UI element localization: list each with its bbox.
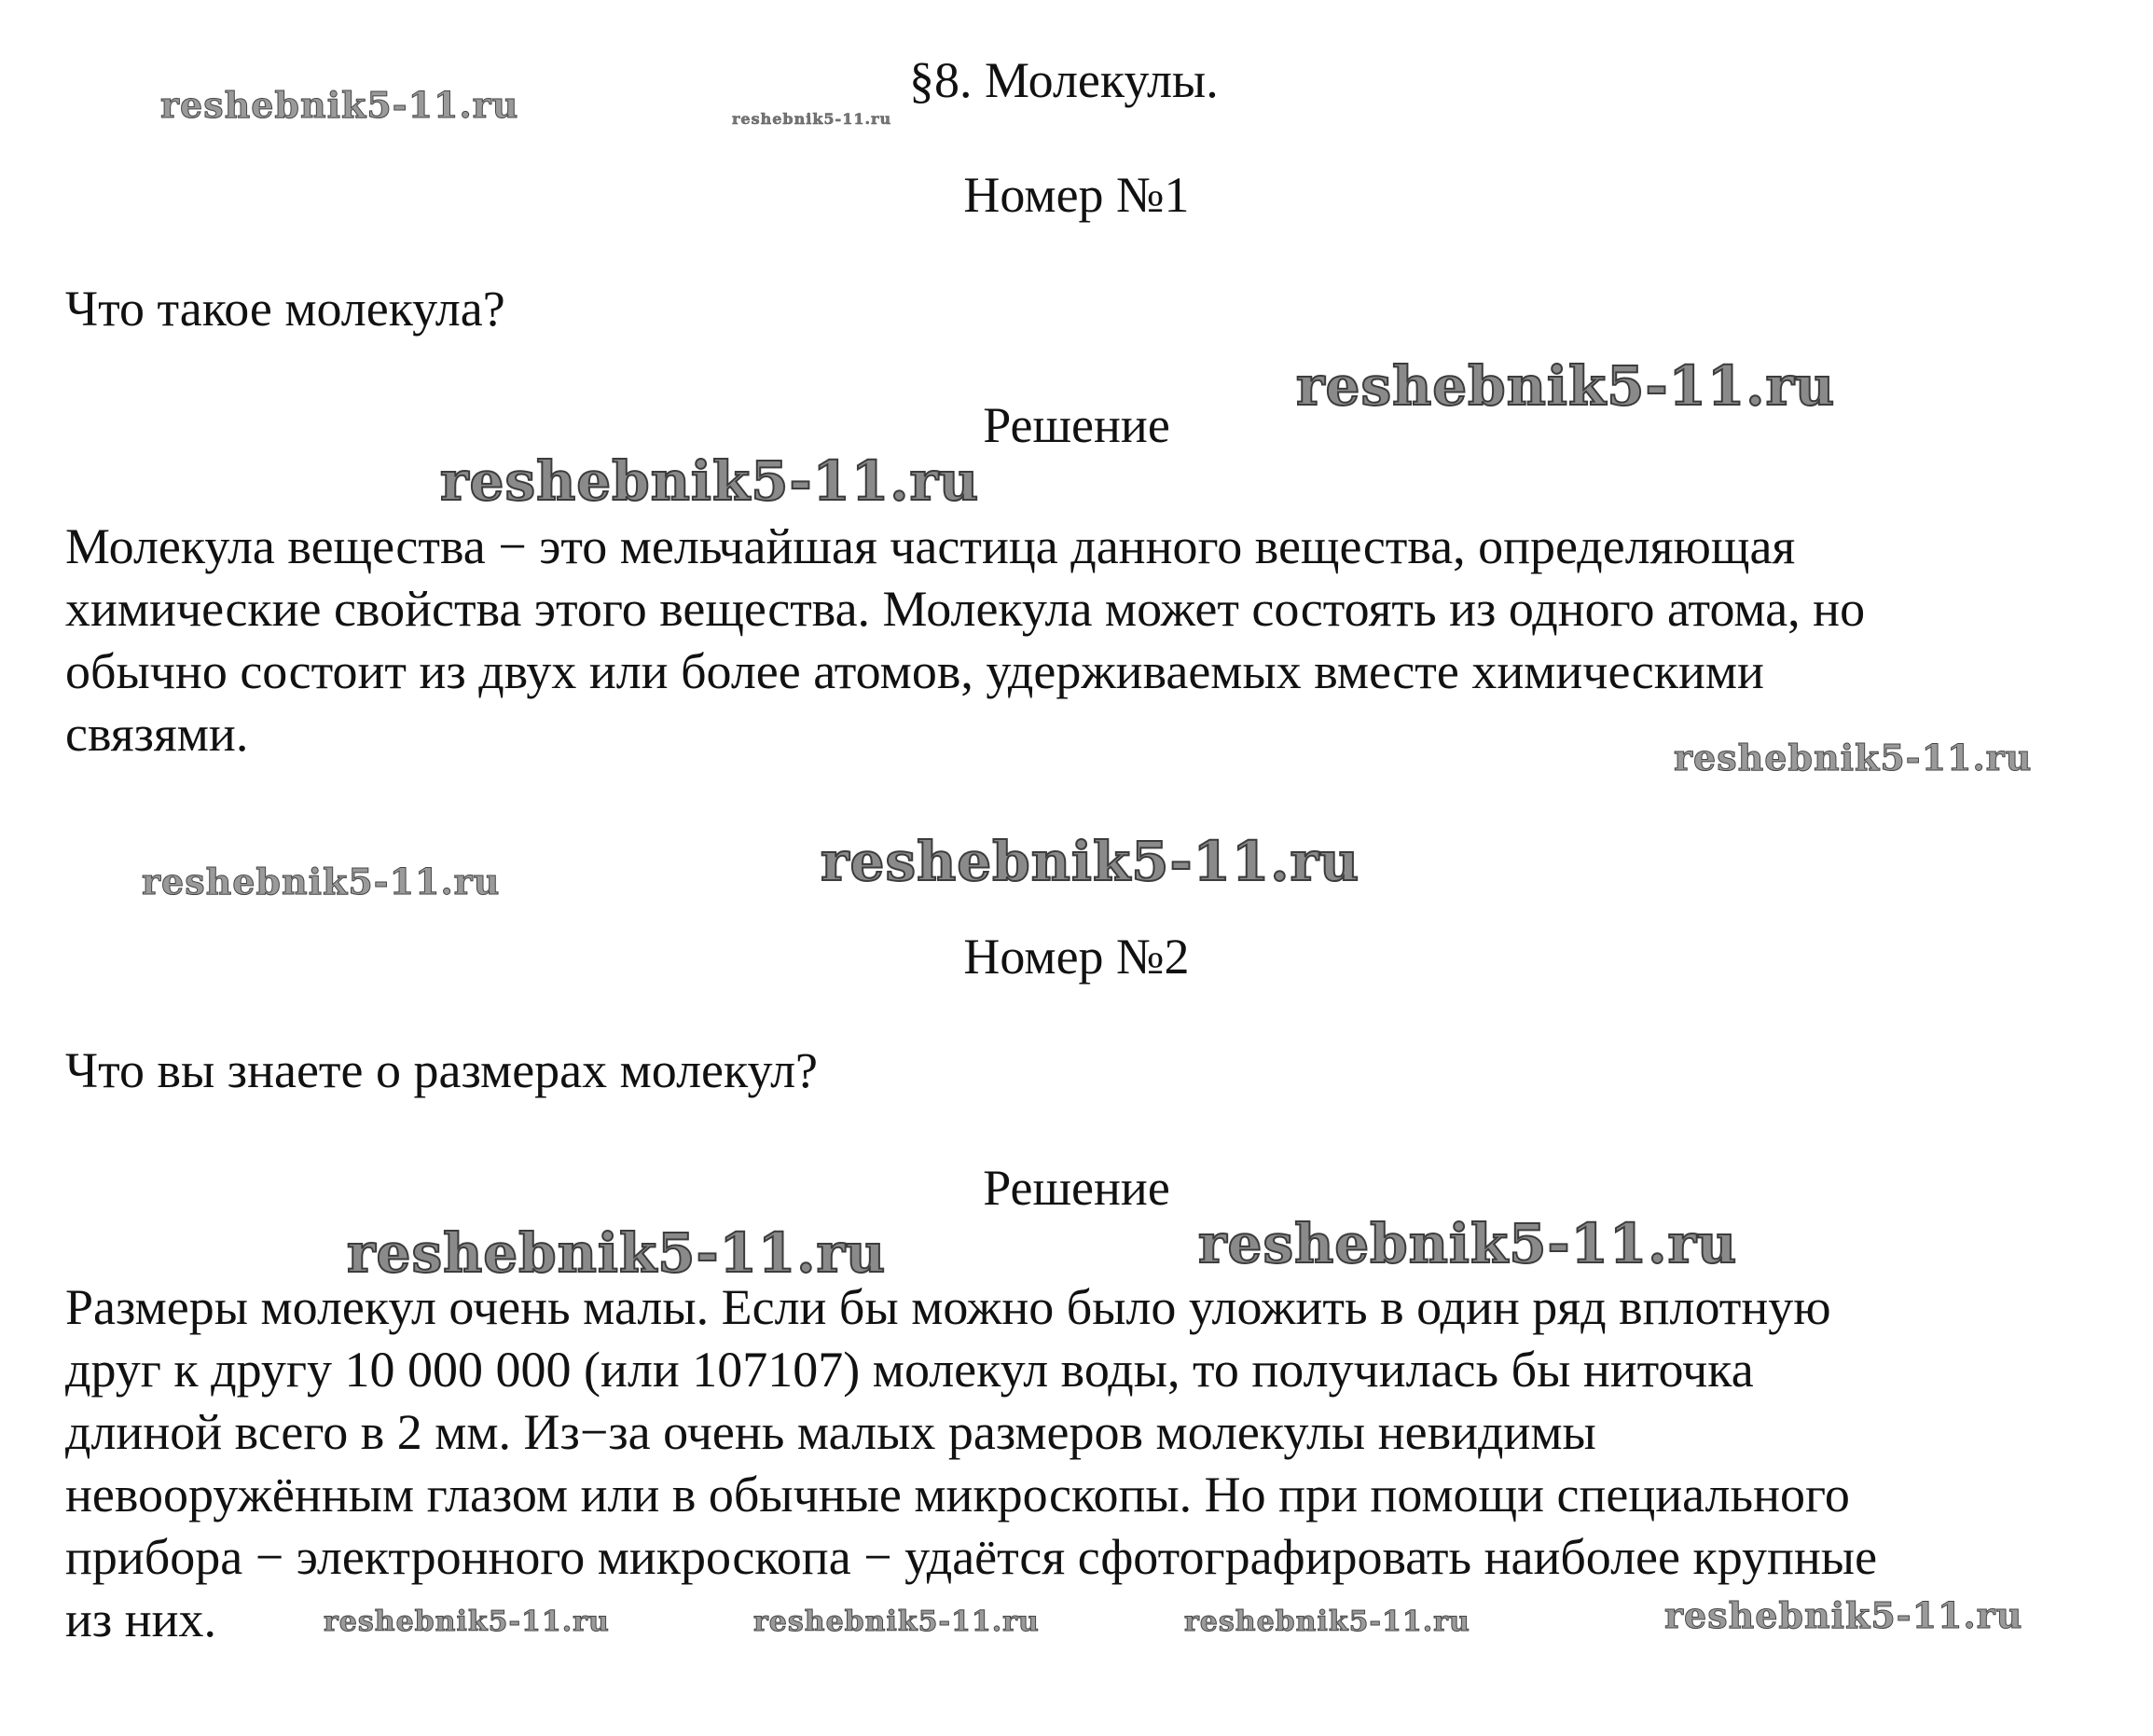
watermark: reshebnik5-11.ru <box>1198 1212 1738 1275</box>
answer-line: обычно состоит из двух или более атомов, удерживаемых вместе химическими <box>65 643 1764 699</box>
watermark: reshebnik5-11.ru <box>821 830 1360 893</box>
section-title: §8. Молекулы. <box>909 52 1219 108</box>
answer-line: из них. <box>65 1591 217 1647</box>
answer-line: химические свойства этого вещества. Молекула может состоять из одного атома, но <box>65 581 1866 637</box>
problem-2-solution-heading: Решение <box>983 1160 1170 1216</box>
watermark: reshebnik5-11.ru <box>347 1221 887 1285</box>
problem-1-answer <box>65 516 2117 765</box>
answer-line: невооружённым глазом или в обычные микроскопы. Но при помощи специального <box>65 1467 1850 1522</box>
watermark: reshebnik5-11.ru <box>753 1605 1040 1638</box>
watermark: reshebnik5-11.ru <box>1184 1605 1470 1638</box>
problem-1-question: Что такое молекула? <box>65 281 505 337</box>
watermark: reshebnik5-11.ru <box>1664 1594 2023 1636</box>
answer-line: длиной всего в 2 мм. Из−за очень малых размеров молекулы невидимы <box>65 1404 1596 1460</box>
watermark: reshebnik5-11.ru <box>142 861 501 902</box>
answer-line: прибора − электронного микроскопа − удаётся сфотографировать наиболее крупные <box>65 1529 1878 1585</box>
watermark: reshebnik5-11.ru <box>440 449 980 513</box>
answer-line: друг к другу 10 000 000 (или 107107) молекул воды, то получилась бы ниточка <box>65 1342 1754 1398</box>
answer-line: связями. <box>65 706 249 762</box>
problem-2-question: Что вы знаете о размерах молекул? <box>65 1042 819 1098</box>
watermark: reshebnik5-11.ru <box>160 84 519 126</box>
problem-1-number: Номер №1 <box>963 167 1190 223</box>
watermark: reshebnik5-11.ru <box>1674 737 2033 778</box>
watermark: reshebnik5-11.ru <box>324 1605 610 1638</box>
problem-2-number: Номер №2 <box>963 929 1190 985</box>
watermark: reshebnik5-11.ru <box>1296 354 1836 418</box>
answer-line: Размеры молекул очень малы. Если бы можно было уложить в один ряд вплотную <box>65 1279 1831 1335</box>
watermark: reshebnik5-11.ru <box>732 110 892 128</box>
answer-line: Молекула вещества − это мельчайшая частица данного вещества, определяющая <box>65 518 1796 574</box>
problem-1-solution-heading: Решение <box>983 397 1170 453</box>
